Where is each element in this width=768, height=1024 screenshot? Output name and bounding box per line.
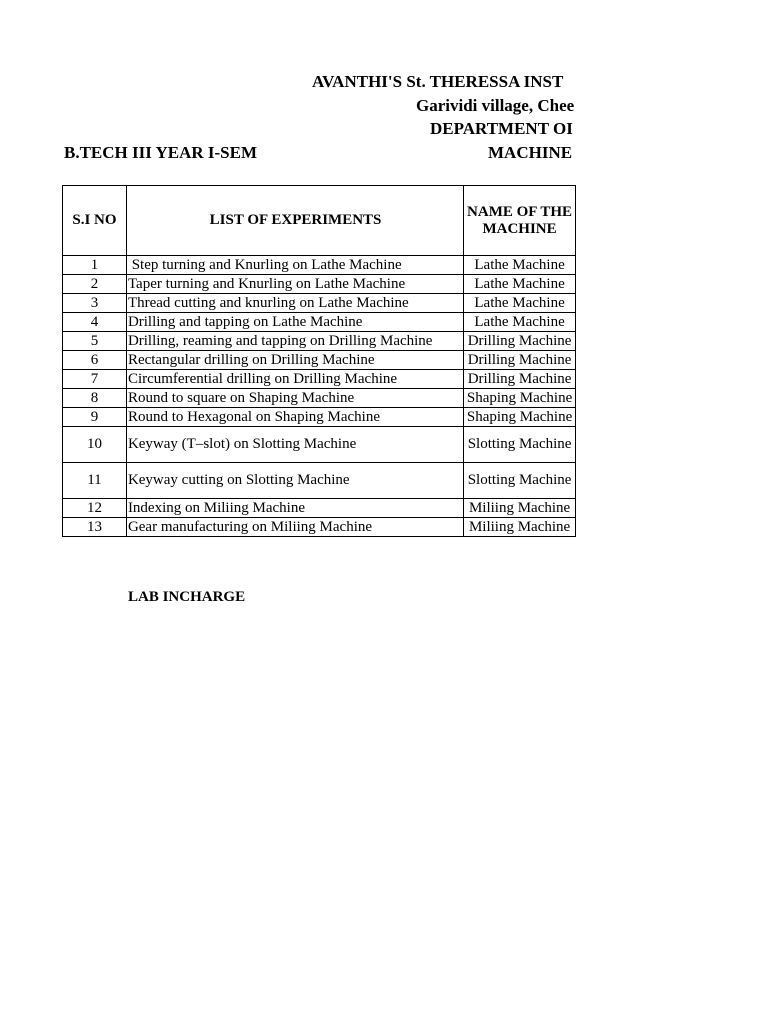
table-header-row: [63, 186, 576, 256]
lab-incharge-label: LAB INCHARGE: [128, 589, 246, 605]
table-row: [63, 256, 576, 275]
cell-experiment: Round to square on Shaping Machine: [126, 389, 463, 408]
cell-machine: Shaping Machine: [464, 408, 576, 427]
lab-title: MACHINE: [488, 143, 573, 162]
cell-machine: Lathe Machine: [464, 313, 576, 332]
cell-sno: 12: [63, 499, 127, 518]
column-header-machine: NAME OF THE MACHINE: [464, 186, 576, 256]
institution-location: Garividi village, Chee: [416, 96, 575, 115]
cell-machine: Drilling Machine: [464, 370, 576, 389]
cell-experiment: Step turning and Knurling on Lathe Machine: [126, 256, 463, 275]
cell-experiment: Thread cutting and knurling on Lathe Machine: [126, 294, 463, 313]
cell-sno: 8: [63, 389, 127, 408]
cell-sno: 9: [63, 408, 127, 427]
cell-experiment: Indexing on Miliing Machine: [126, 499, 463, 518]
column-header-experiment: LIST OF EXPERIMENTS: [126, 186, 463, 256]
cell-sno: 5: [63, 332, 127, 351]
cell-sno: 11: [63, 463, 127, 499]
cell-sno: 2: [63, 275, 127, 294]
cell-experiment: Drilling, reaming and tapping on Drilling Machine: [126, 332, 463, 351]
cell-sno: 7: [63, 370, 127, 389]
cell-experiment: Taper turning and Knurling on Lathe Machine: [126, 275, 463, 294]
cell-machine: Slotting Machine: [464, 427, 576, 463]
cell-sno: 3: [63, 294, 127, 313]
cell-machine: Slotting Machine: [464, 463, 576, 499]
table-row: [63, 463, 576, 499]
table-row: [63, 332, 576, 351]
course-year: B.TECH III YEAR I-SEM: [64, 143, 258, 162]
cell-experiment: Circumferential drilling on Drilling Machine: [126, 370, 463, 389]
table-row: [63, 294, 576, 313]
cell-experiment: Rectangular drilling on Drilling Machine: [126, 351, 463, 370]
cell-machine: Lathe Machine: [464, 275, 576, 294]
cell-machine: Miliing Machine: [464, 499, 576, 518]
cell-experiment: Keyway (T–slot) on Slotting Machine: [126, 427, 463, 463]
cell-machine: Drilling Machine: [464, 332, 576, 351]
cell-machine: Miliing Machine: [464, 518, 576, 537]
cell-machine: Shaping Machine: [464, 389, 576, 408]
cell-sno: 4: [63, 313, 127, 332]
table-row: [63, 427, 576, 463]
cell-sno: 13: [63, 518, 127, 537]
cell-machine: Drilling Machine: [464, 351, 576, 370]
cell-experiment: Keyway cutting on Slotting Machine: [126, 463, 463, 499]
column-header-sno: S.I NO: [63, 186, 127, 256]
cell-experiment: Gear manufacturing on Miliing Machine: [126, 518, 463, 537]
table-row: [63, 275, 576, 294]
cell-sno: 1: [63, 256, 127, 275]
cell-experiment: Drilling and tapping on Lathe Machine: [126, 313, 463, 332]
cell-machine: Lathe Machine: [464, 294, 576, 313]
table-row: [63, 351, 576, 370]
institution-title: AVANTHI'S St. THERESSA INST: [312, 72, 564, 91]
table-row: [63, 499, 576, 518]
table-row: [63, 518, 576, 537]
cell-sno: 10: [63, 427, 127, 463]
cell-experiment: Round to Hexagonal on Shaping Machine: [126, 408, 463, 427]
table-row: [63, 408, 576, 427]
cell-sno: 6: [63, 351, 127, 370]
table-row: [63, 370, 576, 389]
table-row: [63, 389, 576, 408]
cell-machine: Lathe Machine: [464, 256, 576, 275]
table-row: [63, 313, 576, 332]
department-title: DEPARTMENT OI: [430, 119, 573, 138]
experiments-table: [62, 185, 576, 537]
